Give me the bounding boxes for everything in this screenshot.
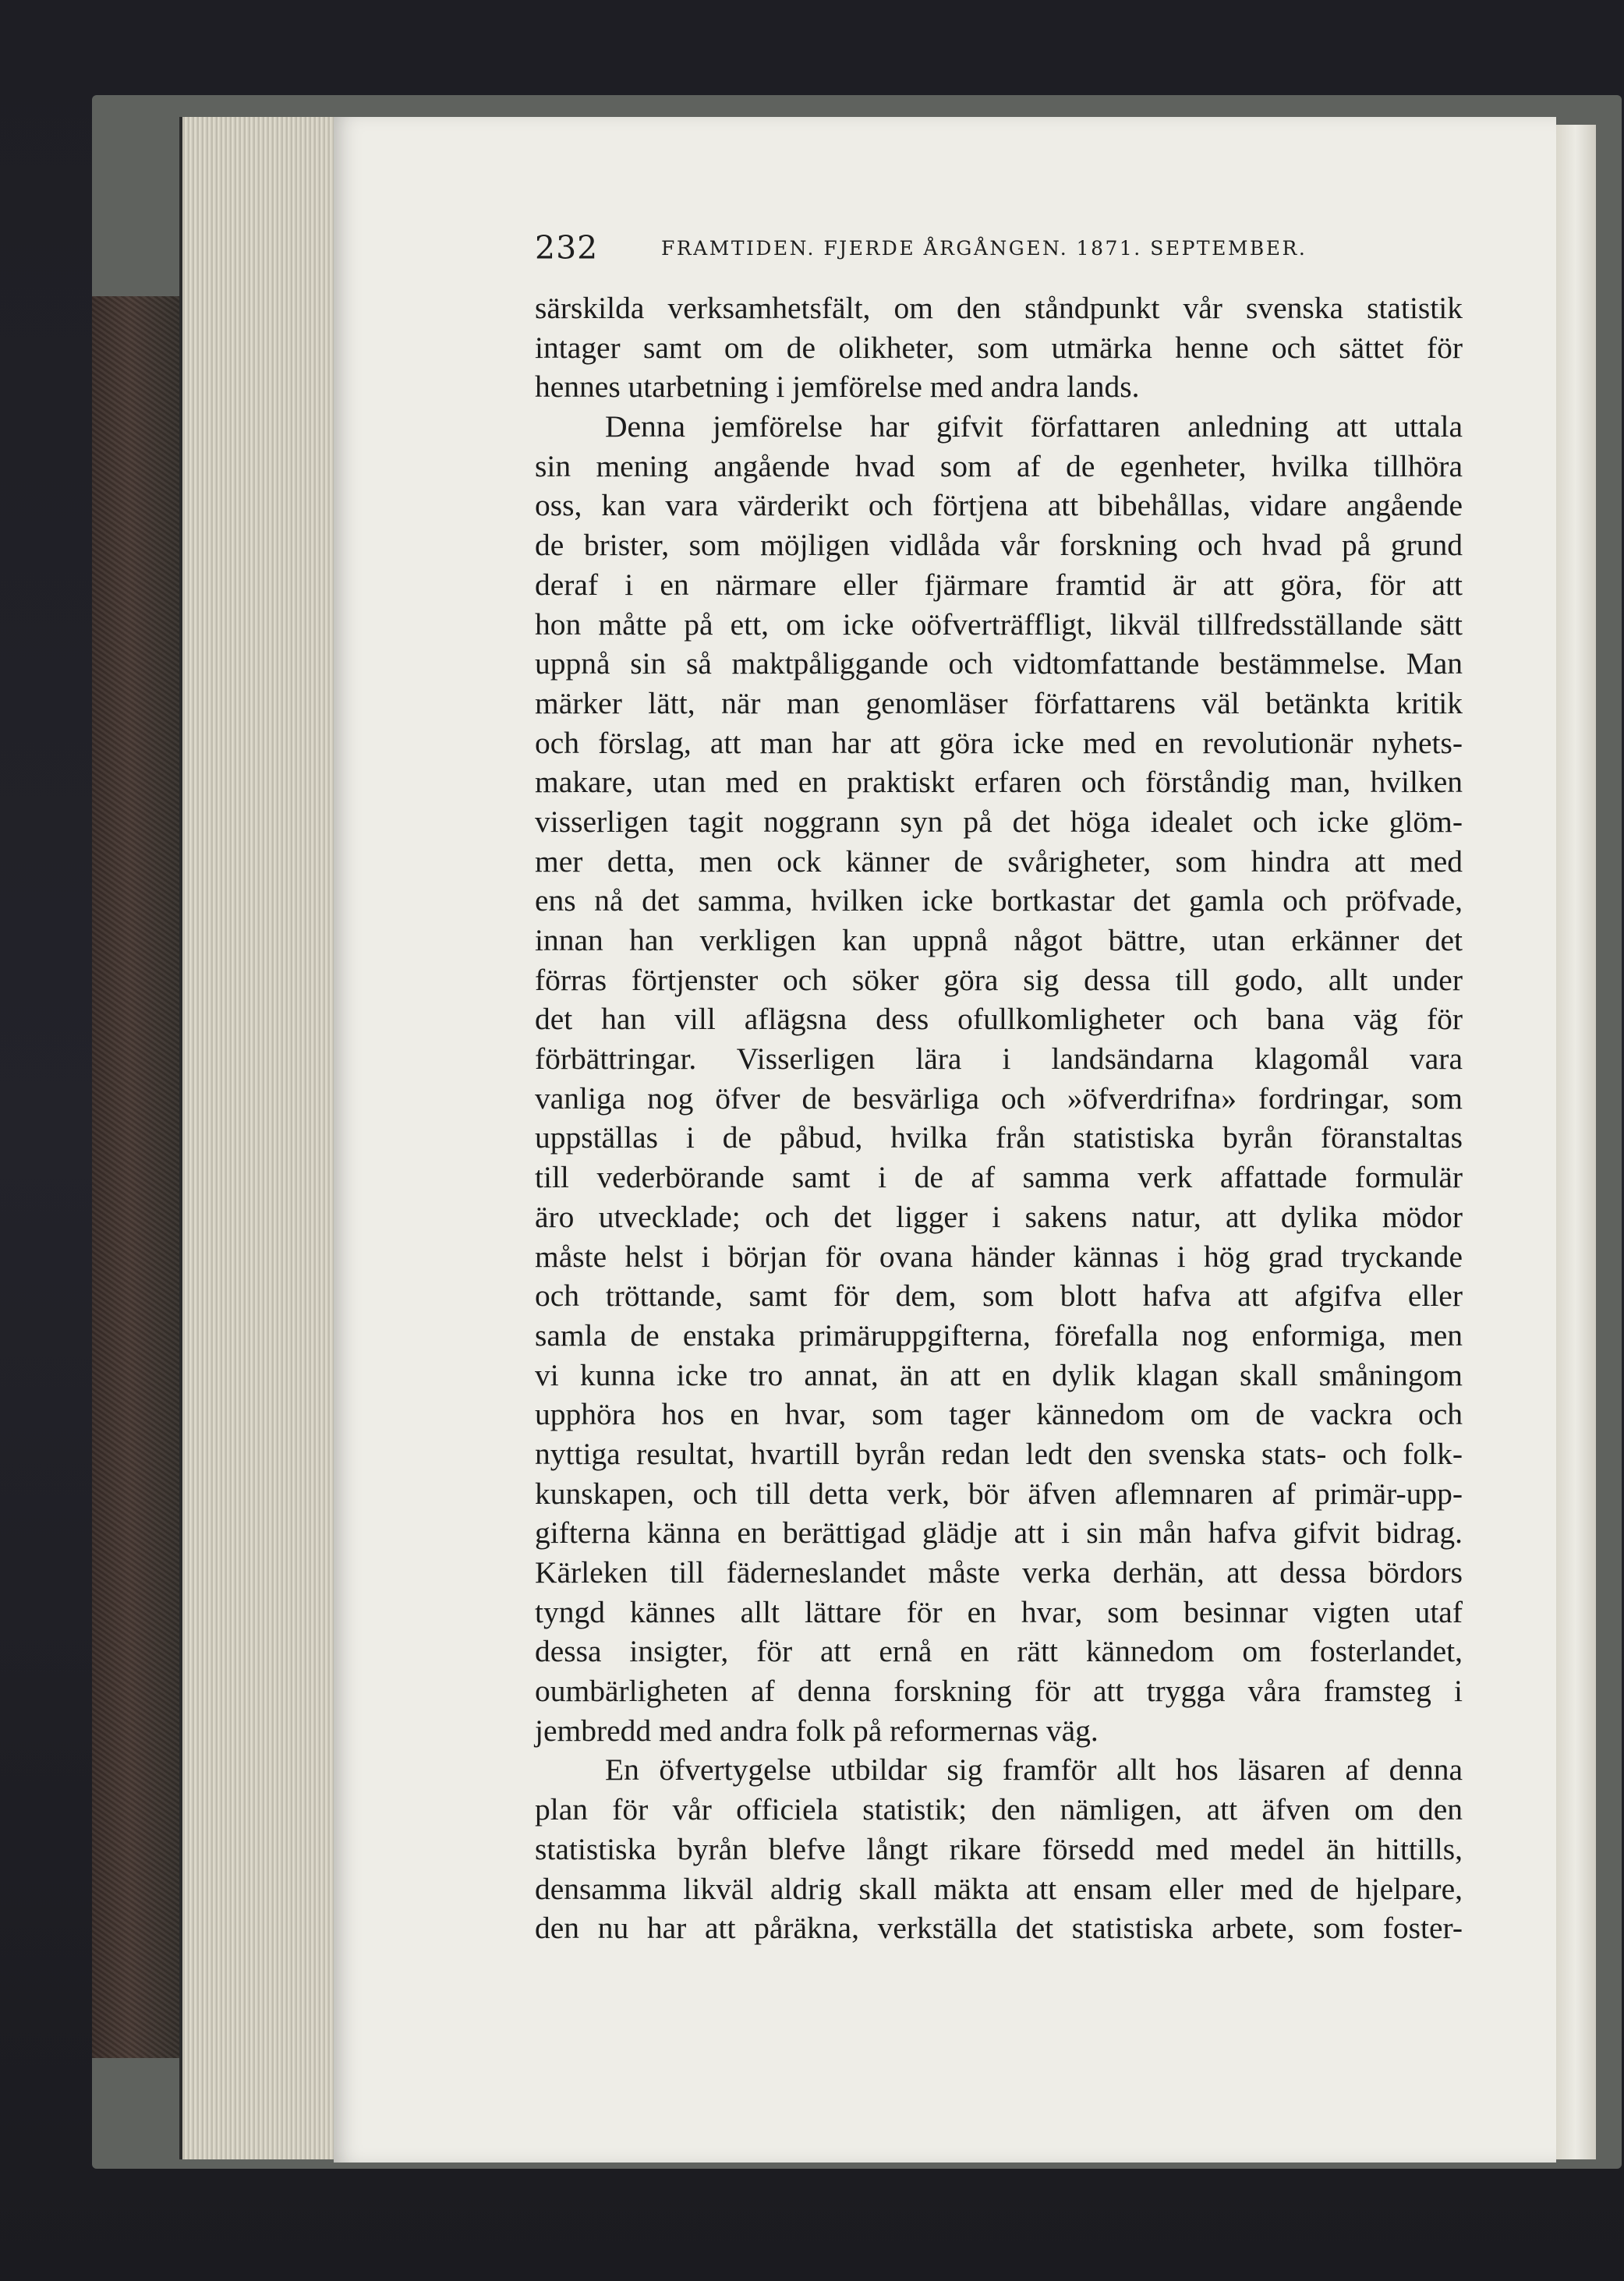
- text-line: det han vill aflägsna dess ofullkomligheter och bana väg för: [535, 1002, 1463, 1037]
- text-line: plan för vår officiela statistik; den nämligen, att äfven om den: [535, 1792, 1463, 1827]
- text-line: samla de enstaka primäruppgifterna, förefalla nog enformiga, men: [535, 1317, 1463, 1353]
- text-line: hon måtte på ett, om icke oöfverträffligt, likväl tillfredsställande sätt: [535, 606, 1463, 642]
- text-line: oss, kan vara värderikt och förtjena att bibehållas, vidare angående: [535, 488, 1463, 523]
- page-number: 232: [535, 229, 599, 267]
- text-line: visserligen tagit noggrann syn på det höga idealet och icke glöm-: [535, 804, 1463, 839]
- text-line: deraf i en närmare eller fjärmare framtid är att göra, för att: [535, 567, 1463, 602]
- body-text: [535, 288, 1463, 1948]
- text-line: kunskapen, och till detta verk, bör äfven aflemnaren af primär-upp-: [535, 1476, 1463, 1511]
- text-line: till vederbörande samt i de af samma verk affattade formulär: [535, 1160, 1463, 1195]
- text-line: upphöra hos en hvar, som tager kännedom om de vackra och: [535, 1397, 1463, 1432]
- text-line: mer detta, men ock känner de svårigheter, som hindra att med: [535, 843, 1463, 879]
- text-line: och tröttande, samt för dem, som blott hafva att afgifva eller: [535, 1278, 1463, 1314]
- text-line: vi kunna icke tro annat, än att en dylik klagan skall småningom: [535, 1357, 1463, 1392]
- text-line: sin mening angående hvad som af de egenheter, hvilka tillhöra: [535, 448, 1463, 483]
- page-stack-edge: [179, 117, 338, 2159]
- text-line: densamma likväl aldrig skall mäkta att ensam eller med de hjelpare,: [535, 1871, 1463, 1906]
- text-line: den nu har att påräkna, verkställa det statistiska arbete, som foster-: [535, 1911, 1463, 1946]
- running-head: [535, 229, 1394, 276]
- text-line: ens nå det samma, hvilken icke bortkastar det gamla och pröfvade,: [535, 883, 1463, 918]
- text-line: uppställas i de påbud, hvilka från statistiska byrån föranstaltas: [535, 1120, 1463, 1155]
- text-line: Kärleken till fäderneslandet måste verka derhän, att dessa bördors: [535, 1555, 1463, 1590]
- text-line: märker lätt, när man genomläser författarens väl betänkta kritik: [535, 685, 1463, 720]
- text-line: förbättringar. Visserligen lära i landsändarna klagomål vara: [535, 1041, 1463, 1077]
- text-line: förras förtjenster och söker göra sig dessa till godo, allt under: [535, 962, 1463, 997]
- text-line: gifterna känna en berättigad glädje att i sin mån hafva gifvit bidrag.: [535, 1515, 1463, 1551]
- text-line: de brister, som möjligen vidlåda vår forskning och hvad på grund: [535, 528, 1463, 563]
- text-line: särskilda verksamhetsfält, om den ståndpunkt vår svenska statistik: [535, 291, 1463, 325]
- text-line: och förslag, att man har att göra icke med en revolutionär nyhets-: [535, 725, 1463, 760]
- text-line: måste helst i början för ovana händer kännas i hög grad tryckande: [535, 1239, 1463, 1274]
- facing-page-edge: [1553, 125, 1596, 2159]
- running-title: FRAMTIDEN. FJERDE ÅRGÅNGEN. 1871. SEPTEMBER.: [661, 237, 1307, 260]
- text-line: innan han verkligen kan uppnå något bättre, utan erkänner det: [535, 923, 1463, 957]
- text-line: jembredd med andra folk på reformernas väg.: [535, 1713, 1099, 1748]
- text-line: hennes utarbetning i jemförelse med andra lands.: [535, 370, 1140, 405]
- text-line: intager samt om de olikheter, som utmärka henne och sättet för: [535, 330, 1463, 365]
- text-line: nyttiga resultat, hvartill byrån redan ledt den svenska stats- och folk-: [535, 1436, 1463, 1471]
- text-line: makare, utan med en praktiskt erfaren och förståndig man, hvilken: [535, 765, 1463, 800]
- text-line: Denna jemförelse har gifvit författaren anledning att uttala: [605, 409, 1463, 444]
- text-line: äro utvecklade; och det ligger i sakens natur, att dylika mödor: [535, 1199, 1463, 1234]
- text-line: dessa insigter, för att ernå en rätt kännedom om fosterlandet,: [535, 1634, 1463, 1669]
- text-line: En öfvertygelse utbildar sig framför allt hos läsaren af denna: [605, 1752, 1463, 1788]
- text-line: uppnå sin så maktpåliggande och vidtomfattande bestämmelse. Man: [535, 646, 1463, 681]
- text-line: oumbärligheten af denna forskning för att trygga våra framsteg i: [535, 1674, 1463, 1709]
- marbled-cover-board: [92, 296, 186, 2058]
- text-line: tyngd kännes allt lättare för en hvar, som besinnar vigten utaf: [535, 1594, 1463, 1629]
- text-line: statistiska byrån blefve långt rikare försedd med medel än hittills,: [535, 1831, 1463, 1866]
- text-line: vanliga nog öfver de besvärliga och »öfverdrifna» fordringar, som: [535, 1080, 1463, 1116]
